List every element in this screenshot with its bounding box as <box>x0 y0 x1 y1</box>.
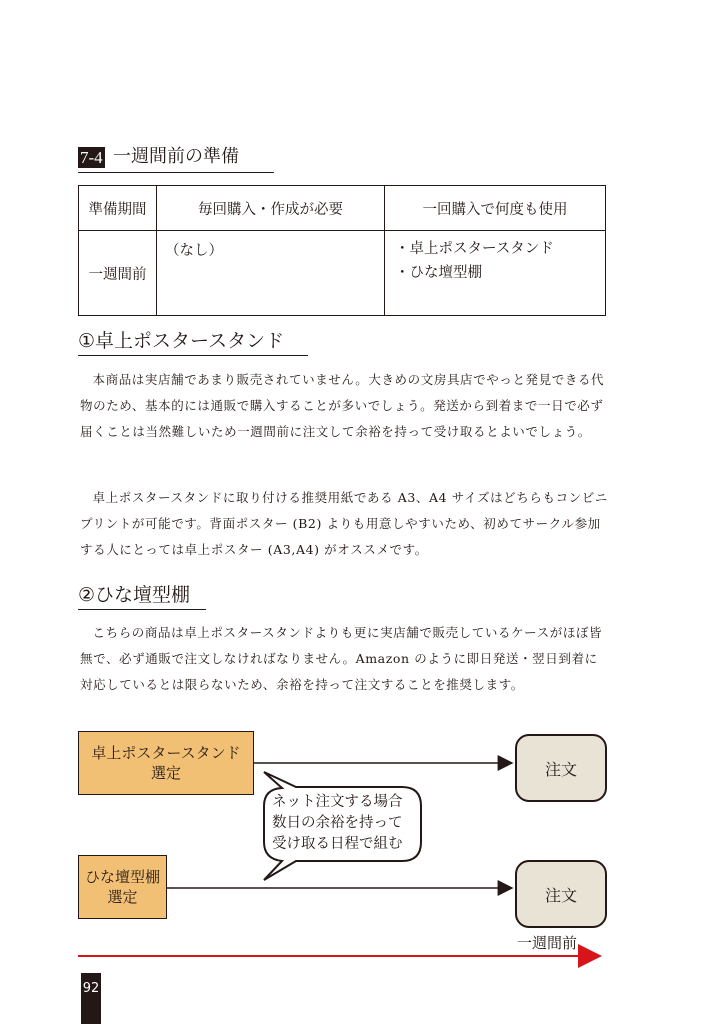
bubble-line: 数日の余裕を持って <box>272 815 403 831</box>
bubble-text <box>272 792 420 855</box>
item-heading-tiered-shelf: ②ひな壇型棚 <box>78 581 206 610</box>
bubble-line: ネット注文する場合 <box>272 794 403 810</box>
item-heading-poster-stand: ①卓上ポスタースタンド <box>78 327 308 356</box>
bubble-line: 受け取る日程で組む <box>272 836 403 852</box>
box-label: 卓上ポスタースタンド <box>91 744 241 762</box>
select-tiered-shelf-box <box>78 855 167 919</box>
box-label: 選定 <box>150 764 181 782</box>
table-header-period: 準備期間 <box>79 186 157 231</box>
table-header-every-time: 毎回購入・作成が必要 <box>157 186 385 231</box>
timeline-label: 一週間前 <box>517 934 578 952</box>
section-number: 7-4 <box>80 148 103 167</box>
item-paragraph: 本商品は実店舗であまり販売されていません。大きめの文房具店でやっと発見できる代物のため、基本的には通販で購入することが多いでしょう。発送から到着まで一日で必ず届くことは当然難しいため一週間前に注文して余裕を持って受け取るとよいでしょう。 <box>80 372 605 439</box>
box-label: 選定 <box>107 888 138 906</box>
table-cell-every-time: （なし） <box>157 231 385 316</box>
box-label: ひな壇型棚 <box>84 868 160 886</box>
table-cell-period: 一週間前 <box>79 231 157 316</box>
list-item: ・ひな壇型棚 <box>395 265 482 281</box>
item-paragraph: こちらの商品は卓上ポスタースタンドよりも更に実店舗で販売しているケースがほぼ皆無で、必ず通販で注文しなければなりません。Amazon のように即日発送・翌日到着に対応しているとは限らないため、余裕を持って注文することを推奨します。 <box>80 625 603 692</box>
section-title: 一週間前の準備 <box>113 146 239 167</box>
order-box-2: 注文 <box>515 860 607 928</box>
select-poster-stand-box <box>78 731 254 795</box>
page-number: 92 <box>81 973 101 1024</box>
item-paragraph: 卓上ポスタースタンドに取り付ける推奨用紙である A3、A4 サイズはどちらもコンビニプリントが可能です。背面ポスター (B2) よりも用意しやすいため、初めてサークル参加する人にとっては卓上ポスター (A3,A4) がオススメです。 <box>80 490 608 557</box>
list-item: ・卓上ポスタースタンド <box>395 241 554 257</box>
table-header-reusable: 一回購入で何度も使用 <box>385 186 606 231</box>
order-box-1: 注文 <box>515 734 607 802</box>
